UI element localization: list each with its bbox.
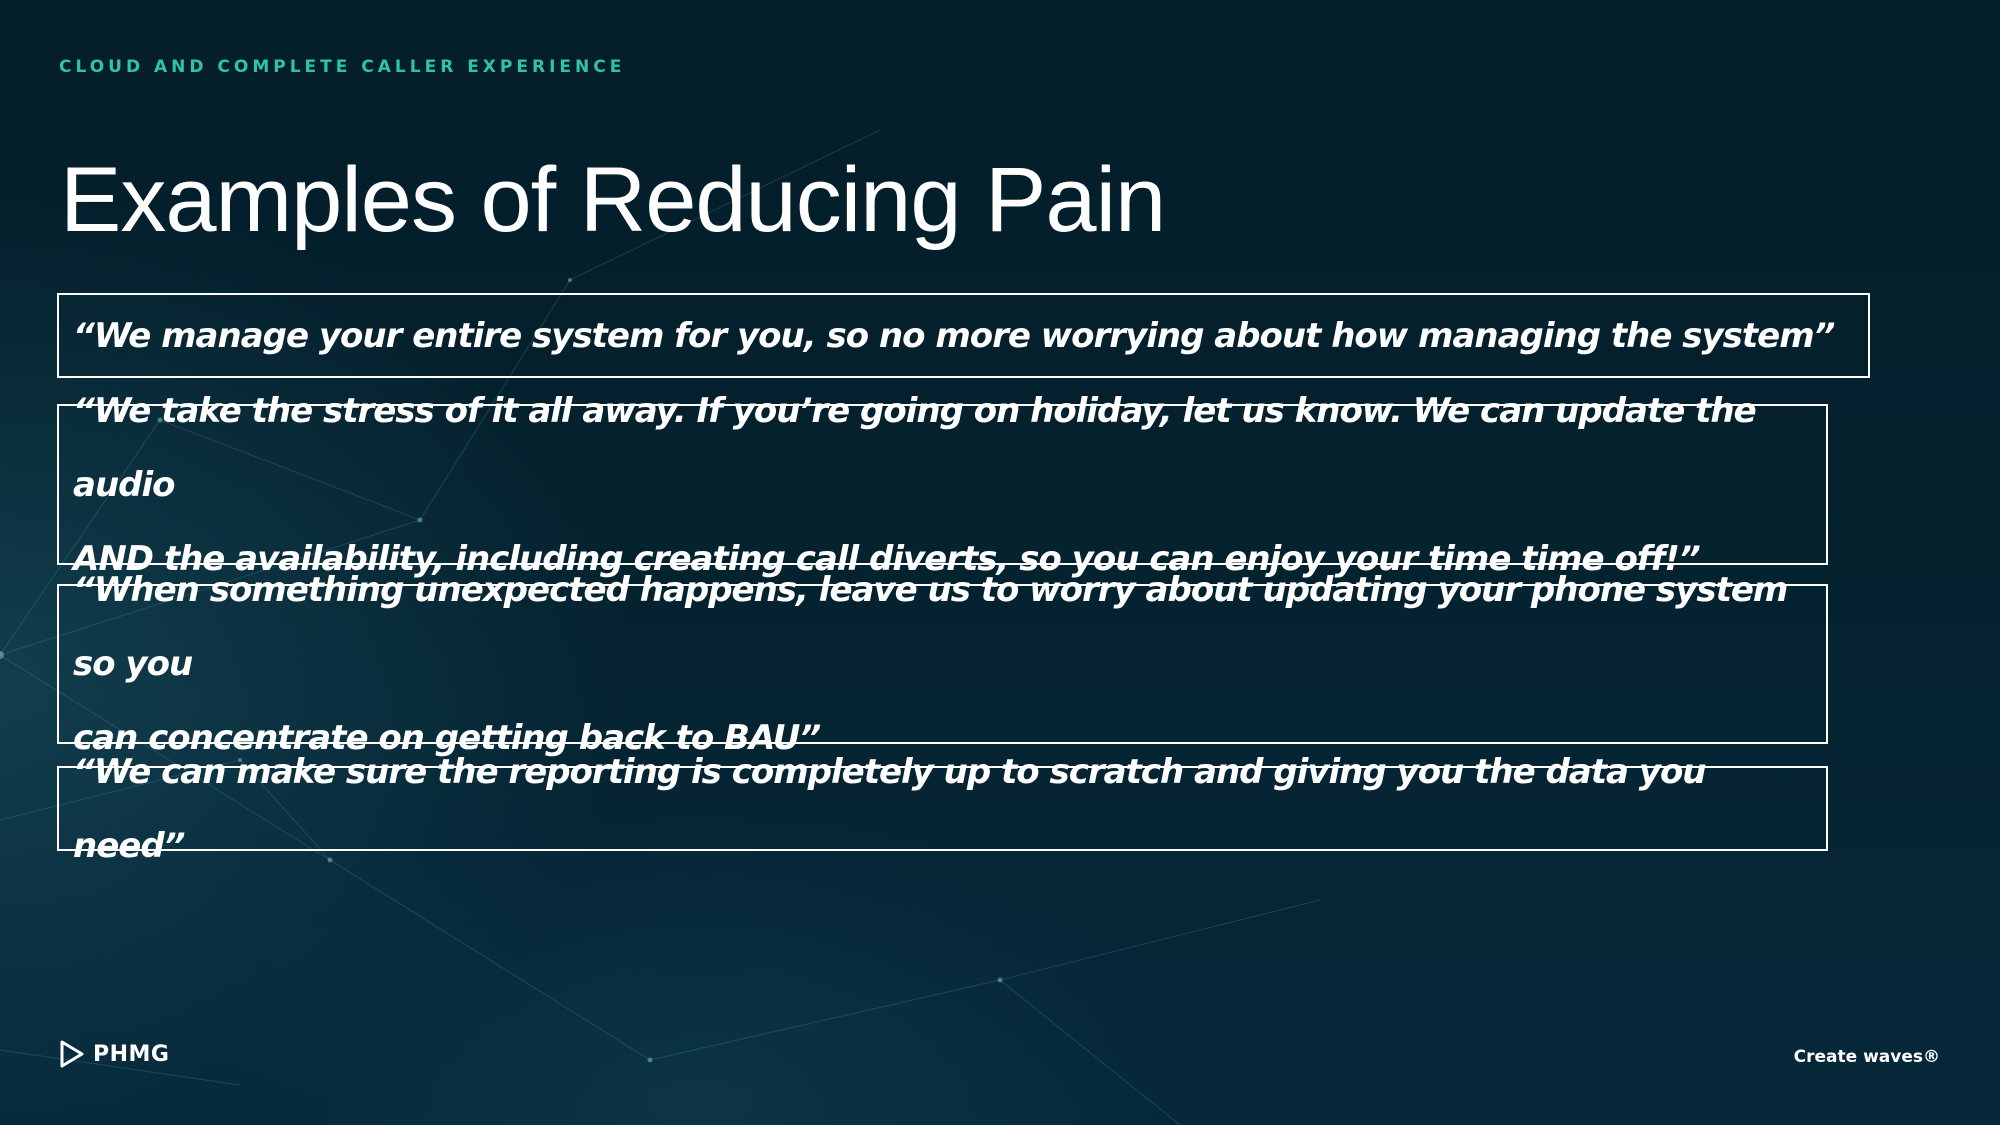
section-eyebrow: CLOUD AND COMPLETE CALLER EXPERIENCE	[59, 57, 626, 77]
quote-box-1	[57, 293, 1870, 378]
brand-name: PHMG	[93, 1041, 170, 1067]
quote-line: “We can make sure the reporting is completely up to scratch and giving you the data you need”	[73, 751, 1706, 866]
quote-box-4	[57, 751, 1828, 866]
quote-text	[73, 299, 1835, 373]
brand-tagline: Create waves®	[1793, 1047, 1940, 1067]
quote-line: “We manage your entire system for you, so no more worrying about how managing the system”	[73, 315, 1835, 356]
page-title: Examples of Reducing Pain	[60, 149, 1166, 251]
brand-logo	[59, 1040, 170, 1068]
quote-line: AND the availability, including creating call diverts, so you can enjoy your time time off!”	[73, 538, 1700, 579]
quote-text	[73, 735, 1812, 883]
quote-line: “We take the stress of it all away. If you’re going on holiday, let us know. We can update the audio	[73, 390, 1756, 505]
quote-line: “When something unexpected happens, leave us to worry about updating your phone system so you	[73, 570, 1788, 684]
quote-box-2	[57, 390, 1828, 579]
quote-line: can concentrate on getting back to BAU”	[73, 718, 821, 758]
quote-box-3	[57, 570, 1828, 758]
play-triangle-icon	[59, 1040, 85, 1068]
